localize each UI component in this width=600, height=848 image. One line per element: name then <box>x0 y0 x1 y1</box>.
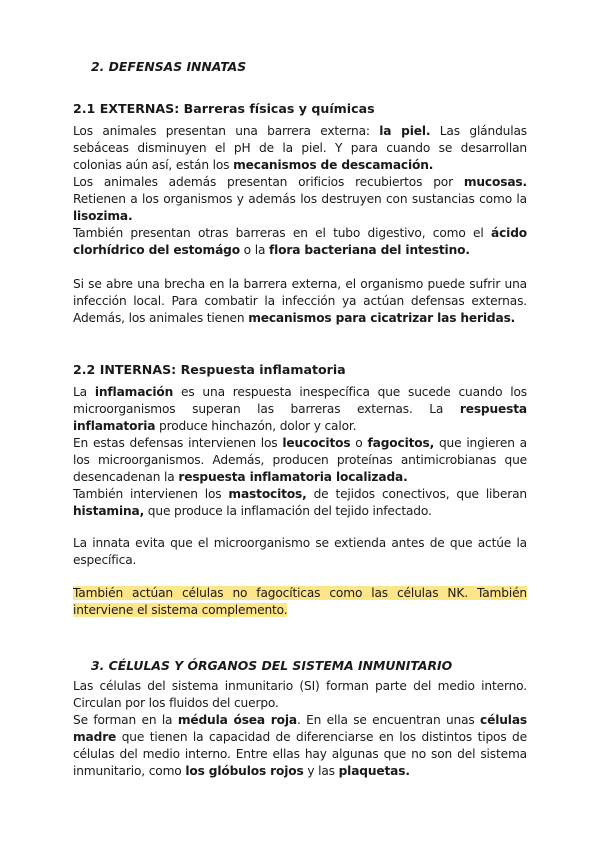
section-2-1-heading: 2.1 EXTERNAS: Barreras físicas y químicas <box>73 101 375 116</box>
section-3-heading: 3. CÉLULAS Y ÓRGANOS DEL SISTEMA INMUNITARIO <box>91 658 453 673</box>
paragraph-mastocitos: También intervienen los mastocitos, de tejidos conectivos, que liberan histamina, que produce la inflamación del tejido infectado. <box>73 487 527 518</box>
paragraph-leucocitos: En estas defensas intervienen los leucocitos o fagocitos, que ingieren a los microorganismos. Además, producen proteínas antimicrobianas que desencadenan la respuesta inflamatoria localizada. <box>73 436 527 484</box>
paragraph-highlighted-nk <box>73 585 527 619</box>
paragraph-brecha: Si se abre una brecha en la barrera externa, el organismo puede sufrir una infección local. Para combatir la infección ya actúan defensas externas. Además, los animales tienen mecanismos para cicatrizar las heridas. <box>73 277 527 325</box>
paragraph-medula: Se forman en la médula ósea roja. En ella se encuentran unas células madre que tienen la capacidad de diferenciarse en los distintos tipos de células del medio interno. Entre ellas hay algunas que no son del sistema inmunitario, como los glóbulos rojos y las plaquetas. <box>73 713 527 778</box>
highlight-mark: También actúan células no fagocíticas como las células NK. También interviene el sistema complemento. <box>73 586 527 617</box>
paragraph-tubo-digestivo: También presentan otras barreras en el tubo digestivo, como el ácido clorhídrico del estomágo o la flora bacteriana del intestino. <box>73 226 527 257</box>
document-page <box>73 58 527 780</box>
paragraph-mucosas: Los animales además presentan orificios recubiertos por mucosas. Retienen a los organismos y además los destruyen con sustancias como la lisozima. <box>73 175 527 223</box>
paragraph-innata: La innata evita que el microorganismo se extienda antes de que actúe la específica. <box>73 536 527 567</box>
section-2-2-heading: 2.2 INTERNAS: Respuesta inflamatoria <box>73 362 346 377</box>
paragraph-celulas-si: Las células del sistema inmunitario (SI) forman parte del medio interno. Circulan por los fluidos del cuerpo. <box>73 679 527 710</box>
paragraph-inflamacion: La inflamación es una respuesta inespecífica que sucede cuando los microorganismos superan las barreras externas. La respuesta inflamatoria produce hinchazón, dolor y calor. <box>73 385 528 433</box>
section-2-heading: 2. DEFENSAS INNATAS <box>91 59 247 74</box>
paragraph-piel: Los animales presentan una barrera externa: la piel. Las glándulas sebáceas disminuyen el pH de la piel. Y para cuando se desarrollan colonias aún así, están los mecanismos de descamación. <box>73 124 527 172</box>
